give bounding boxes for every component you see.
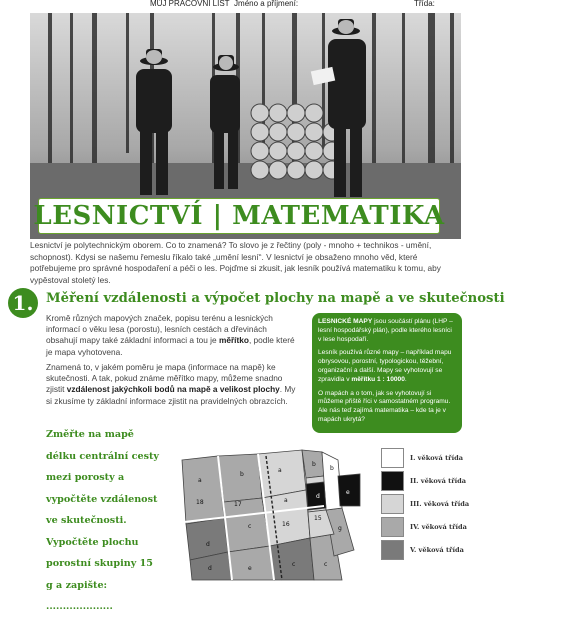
- legend-item: [381, 517, 467, 537]
- forest-map-drawing: [174, 446, 364, 580]
- legend-swatch: [381, 448, 404, 468]
- paragraph-scale: Kromě různých mapových značek, popisu terénu a lesnických informací o věku lesa (porostu), lesních cestách a dřevinách obsahují mapy také základní informaci a tou je měřítko, podle které je mapa vyhotovena.: [46, 313, 295, 357]
- legend-swatch: [381, 540, 404, 560]
- intro-paragraph: Lesnictví je polytechnickým oborem. Co to znamená? To slovo je z řečtiny (poly - mnoho + technikos - umění, schopnost). Kdysi se našemu řemeslu říkalo také „umění lesní“. V lesnictví je obsaženo mnoho věd, které potřebujeme pro správné hospodaření a péči o les. Pojďme si zkusit, jak lesník používá matematiku k tomu, aby vypěstoval stoletý les.: [30, 240, 441, 285]
- section-number-badge: 1.: [8, 288, 38, 318]
- forest-stand-map: [174, 446, 364, 580]
- legend-item: [381, 471, 466, 491]
- legend-item: [381, 494, 469, 514]
- svg-text:e: e: [248, 565, 252, 572]
- legend-label: V. věková třída: [410, 546, 464, 554]
- svg-text:d: d: [208, 565, 212, 572]
- legend-swatch: [381, 471, 404, 491]
- svg-text:e: e: [346, 489, 350, 496]
- legend-swatch: [381, 494, 404, 514]
- forest-maps-info-box: [312, 313, 462, 433]
- legend-swatch: [381, 517, 404, 537]
- svg-text:c: c: [248, 523, 252, 530]
- legend-item: [381, 448, 463, 468]
- svg-text:b: b: [240, 471, 244, 478]
- section-title: Měření vzdálenosti a výpočet plochy na mapě a ve skutečnosti: [46, 291, 505, 306]
- info-paragraph-1: LESNICKÉ MAPY jsou součástí plánu (LHP – lesní hospodářský plán), podle kterého lesníci v lese hospodaří.: [318, 318, 453, 343]
- legend-label: III. věková třída: [410, 500, 470, 508]
- svg-text:d: d: [206, 541, 210, 548]
- svg-text:c: c: [324, 561, 328, 568]
- svg-text:15: 15: [314, 515, 322, 522]
- svg-text:b: b: [312, 461, 316, 468]
- paragraph-ratio: Znamená to, v jakém poměru je mapa (informace na mapě) ke skutečnosti. A tak, pokud známe měřítko mapy, můžeme snadno zjistit vzdálenost jakýchkoli bodů na mapě a velikost plochy. My si zkusíme ty základní informace zjistit na pravidelných obrazcích.: [46, 362, 296, 406]
- info-paragraph-3: O mapách a o tom, jak se vyhotovují si můžeme přiště říci v samostatném programu. Ale nás teď zajímá matematika – kde ta je v mapách ukrytá?: [318, 389, 451, 423]
- svg-text:d: d: [316, 493, 320, 500]
- legend-item: [381, 540, 464, 560]
- legend-label: II. věková třída: [410, 477, 467, 485]
- legend-label: IV. věková třída: [410, 523, 467, 531]
- svg-text:a: a: [278, 467, 282, 474]
- svg-text:c: c: [292, 561, 296, 568]
- worksheet-title-and-name: MŮJ PRACOVNÍ LIST Jméno a příjmení:: [150, 0, 299, 8]
- svg-text:a: a: [198, 477, 202, 484]
- svg-text:18: 18: [196, 499, 204, 506]
- worksheet-header: [0, 0, 580, 12]
- svg-text:g: g: [338, 525, 342, 532]
- svg-text:17: 17: [234, 501, 242, 508]
- class-label: Třída:: [414, 0, 435, 8]
- svg-text:a: a: [284, 497, 288, 504]
- legend-label: I. věková třída: [410, 454, 463, 462]
- page-title: LESNICTVÍ | MATEMATIKA: [33, 201, 445, 231]
- svg-text:b: b: [330, 465, 334, 472]
- task-instructions: Změřte na mapě délku centrální cesty mezi porosty a vypočtěte vzdálenost ve skutečnosti. Vypočtěte plochu porostní skupiny 15 g a zapište: ....................: [46, 429, 159, 612]
- title-banner: [33, 198, 445, 234]
- svg-text:16: 16: [282, 521, 290, 528]
- info-paragraph-2: Lesník používá různé mapy – například mapu obrysovou, porostní, typologickou, těžební, organizační a další. Mapy se vyhotovují se zpravidla v měřítku 1 : 10000.: [318, 349, 452, 383]
